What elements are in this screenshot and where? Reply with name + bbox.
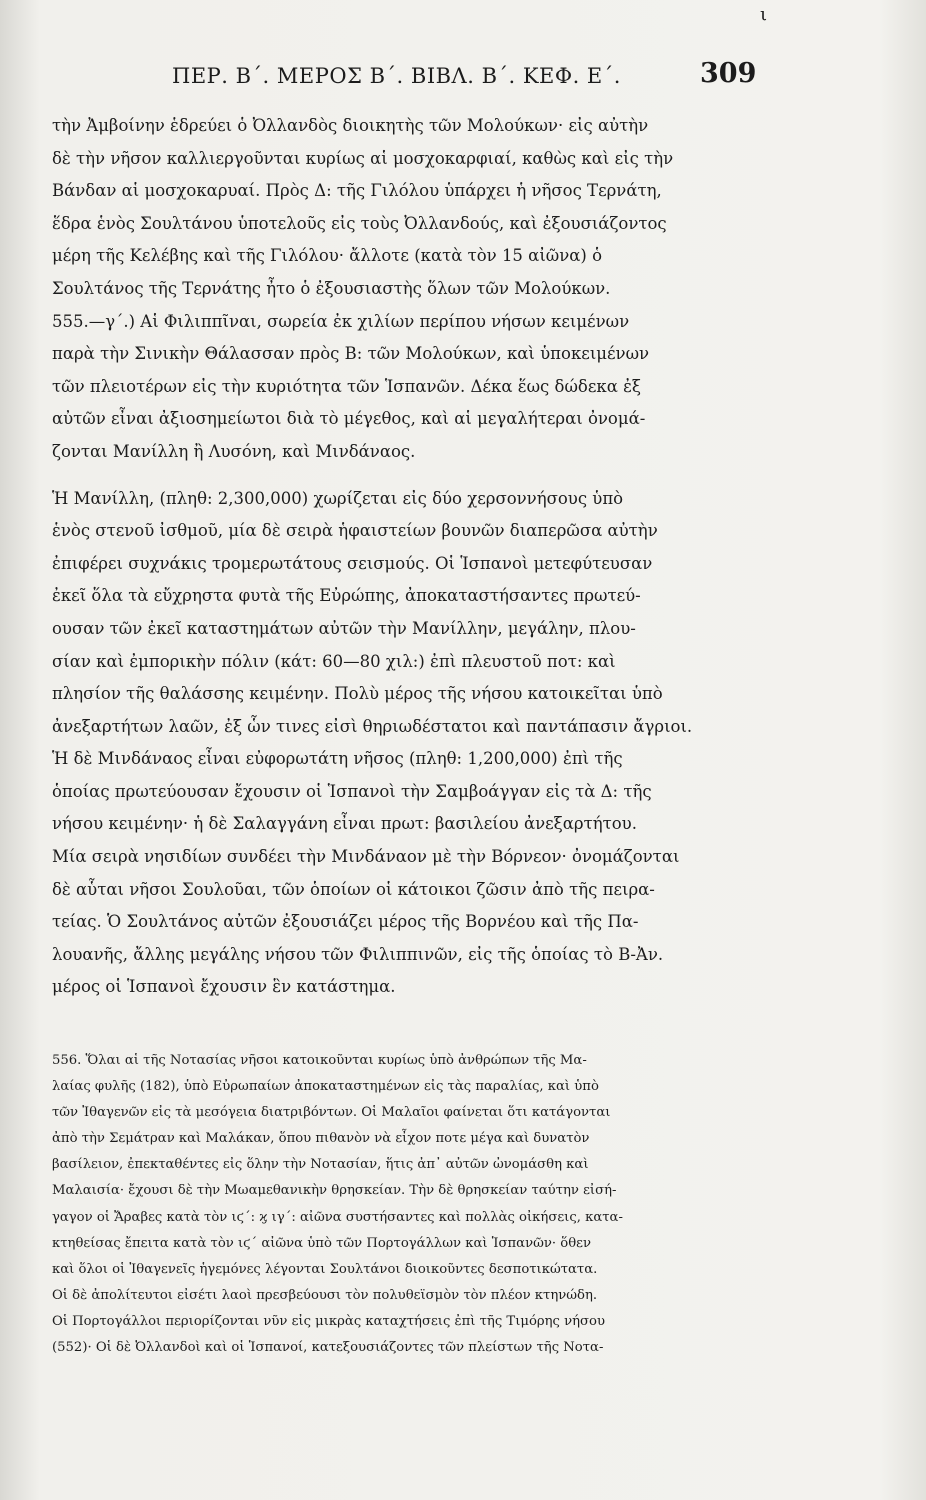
footnote-line: Οἱ δὲ ἀπολίτευτοι εἰσέτι λαοὶ πρεσβεύουσι τὸν πολυθεϊσμὸν τὸν πλέον κτηνώδη. (52, 1287, 598, 1303)
footnote-line: κτηθείσας ἔπειτα κατὰ τὸν ιϛ΄ αἰῶνα ὑπὸ τῶν Πορτογάλλων καὶ Ἱσπανῶν· ὅθεν (52, 1235, 591, 1251)
paragraph-gap (52, 469, 762, 483)
text-line: παρὰ τὴν Σινικὴν Θάλασσαν πρὸς Β: τῶν Μολούκων, καὶ ὑποκειμένων (52, 344, 650, 364)
footnote-line: βασίλειον, ἐπεκταθέντες εἰς ὅλην τὴν Νοτασίαν, ἥτις ἀπ᾽ αὐτῶν ὠνομάσθη καὶ (52, 1157, 589, 1173)
text-line: 555.—γ΄.) Αἱ Φιλιππῖναι, σωρεία ἐκ χιλίων περίπου νήσων κειμένων (52, 311, 630, 331)
footnote-line: Οἱ Πορτογάλλοι περιορίζονται νῦν εἰς μικρὰς καταχτήσεις ἐπὶ τῆς Τιμόρης νήσου (52, 1313, 605, 1329)
paragraph-555 (52, 306, 762, 469)
text-line: ἐπιφέρει συχνάκις τρομερωτάτους σεισμούς. Οἱ Ἱσπανοὶ μετεφύτευσαν (52, 553, 653, 573)
text-line: ουσαν τῶν ἐκεῖ καταστημάτων αὐτῶν τὴν Μανίλλην, μεγάλην, πλου- (52, 618, 636, 638)
text-line: ἑνὸς στενοῦ ἰσθμοῦ, μία δὲ σειρὰ ἡφαιστείων βουνῶν διαπερῶσα αὐτὴν (52, 521, 658, 541)
footnote-line: 556. Ὅλαι αἱ τῆς Νοτασίας νῆσοι κατοικοῦνται κυρίως ὑπὸ ἀνθρώπων τῆς Μα- (52, 1053, 587, 1068)
text-line: τείας. Ὁ Σουλτάνος αὐτῶν ἐξουσιάζει μέρος τῆς Βορνέου καὶ τῆς Πα- (52, 912, 639, 932)
footnote-line: ἀπὸ τὴν Σεμάτραν καὶ Μαλάκαν, ὅπου πιθανὸν νὰ εἶχον ποτε μέγα καὶ δυνατὸν (52, 1131, 590, 1147)
text-line: Βάνδαν αἱ μοσχοκαρυαί. Πρὸς Δ: τῆς Γιλόλου ὑπάρχει ἡ νῆσος Τερνάτη, (52, 181, 662, 201)
text-line: μέρος οἱ Ἱσπανοὶ ἔχουσιν ἓν κατάστημα. (52, 977, 396, 997)
text-line: τὴν Ἀμβοίνην ἑδρεύει ὁ Ὀλλανδὸς διοικητὴς τῶν Μολούκων· εἰς αὐτὴν (52, 116, 649, 135)
text-line: τῶν πλειοτέρων εἰς τὴν κυριότητα τῶν Ἱσπανῶν. Δέκα ἕως δώδεκα ἐξ (52, 376, 642, 396)
text-line: ἕδρα ἑνὸς Σουλτάνου ὑποτελοῦς εἰς τοὺς Ὀλλανδούς, καὶ ἐξουσιάζοντος (52, 213, 667, 233)
footnote-line: γαγον οἱ Ἄραβες κατὰ τὸν ιϛ΄: ϗ ιγ΄: αἰῶνα συστήσαντες καὶ πολλὰς οἰκήσεις, κατα- (52, 1209, 623, 1225)
text-line: πλησίον τῆς θαλάσσης κειμένην. Πολὺ μέρος τῆς νήσου κατοικεῖται ὑπὸ (52, 684, 663, 704)
text-line: λουανῆς, ἄλλης μεγάλης νήσου τῶν Φιλιππινῶν, εἰς τῆς ὁποίας τὸ Β-Ἀν. (52, 944, 664, 964)
main-text (52, 110, 762, 1004)
text-line: δὲ αὗται νῆσοι Σουλοῦαι, τῶν ὁποίων οἱ κάτοικοι ζῶσιν ἀπὸ τῆς πειρα- (52, 879, 655, 899)
running-header: ΠΕΡ. Β΄. ΜΕΡΟΣ Β΄. ΒΙΒΛ. Β΄. ΚΕΦ. Ε΄. (172, 64, 621, 88)
page-number: 309 (700, 58, 757, 89)
text-line: ὁποίας πρωτεύουσαν ἔχουσιν οἱ Ἱσπανοὶ τὴν Σαμβοάγγαν εἰς τὰ Δ: τῆς (52, 781, 652, 801)
corner-mark: ι (760, 4, 768, 25)
text-line: ἀνεξαρτήτων λαῶν, ἐξ ὧν τινες εἰσὶ θηριωδέστατοι καὶ παντάπασιν ἄγριοι. (52, 716, 693, 736)
footnote-line: Μαλαισία· ἔχουσι δὲ τὴν Μωαμεθανικὴν θρησκείαν. Τὴν δὲ θρησκείαν ταύτην εἰσή- (52, 1183, 617, 1199)
footnote-556 (52, 1048, 764, 1361)
text-line: Ἡ Μανίλλη, (πληθ: 2,300,000) χωρίζεται εἰς δύο χερσοννήσους ὑπὸ (52, 488, 624, 508)
text-line: σίαν καὶ ἐμπορικὴν πόλιν (κάτ: 60—80 χιλ:) ἐπὶ πλευστοῦ ποτ: καὶ (52, 651, 616, 671)
text-line: μέρη τῆς Κελέβης καὶ τῆς Γιλόλου· ἄλλοτε (κατὰ τὸν 15 αἰῶνα) ὁ (52, 246, 603, 266)
text-line: ἐκεῖ ὅλα τὰ εὔχρηστα φυτὰ τῆς Εὐρώπης, ἀποκαταστήσαντες πρωτεύ- (52, 586, 641, 606)
paragraph-molucca (52, 110, 762, 306)
text-line: ζονται Μανίλλη ἢ Λυσόνη, καὶ Μινδάναος. (52, 441, 416, 461)
text-line: Ἡ δὲ Μινδάναος εἶναι εὐφορωτάτη νῆσος (πληθ: 1,200,000) ἐπὶ τῆς (52, 749, 623, 769)
footnote-line: τῶν Ἰθαγενῶν εἰς τὰ μεσόγεια διατριβόντων. Οἱ Μαλαῖοι φαίνεται ὅτι κατάγονται (52, 1105, 611, 1121)
footnote-line: λαίας φυλῆς (182), ὑπὸ Εὐρωπαίων ἀποκαταστημένων εἰς τὰς παραλίας, καὶ ὑπὸ (52, 1079, 599, 1095)
text-line: δὲ τὴν νῆσον καλλιεργοῦνται κυρίως αἱ μοσχοκαρφιαί, καθὼς καὶ εἰς τὴν (52, 148, 674, 168)
text-line: νήσου κειμένην· ἡ δὲ Σαλαγγάνη εἶναι πρωτ: βασιλείου ἀνεξαρτήτου. (52, 814, 637, 834)
footnote-line: (552)· Οἱ δὲ Ὀλλανδοὶ καὶ οἱ Ἱσπανοί, κατεξουσιάζοντες τῶν πλείστων τῆς Νοτα- (52, 1340, 604, 1356)
text-line: αὐτῶν εἶναι ἀξιοσημείωτοι διὰ τὸ μέγεθος, καὶ αἱ μεγαλήτεραι ὀνομά- (52, 409, 646, 429)
paragraph-manila (52, 483, 762, 1005)
footnote-line: καὶ ὅλοι οἱ Ἰθαγενεῖς ἡγεμόνες λέγονται Σουλτάνοι διοικοῦντες δεσποτικώτατα. (52, 1261, 598, 1277)
text-line: Μία σειρὰ νησιδίων συνδέει τὴν Μινδάναον μὲ τὴν Βόρνεον· ὀνομάζονται (52, 847, 680, 867)
text-line: Σουλτάνος τῆς Τερνάτης ἦτο ὁ ἐξουσιαστὴς ὅλων τῶν Μολούκων. (52, 278, 611, 298)
